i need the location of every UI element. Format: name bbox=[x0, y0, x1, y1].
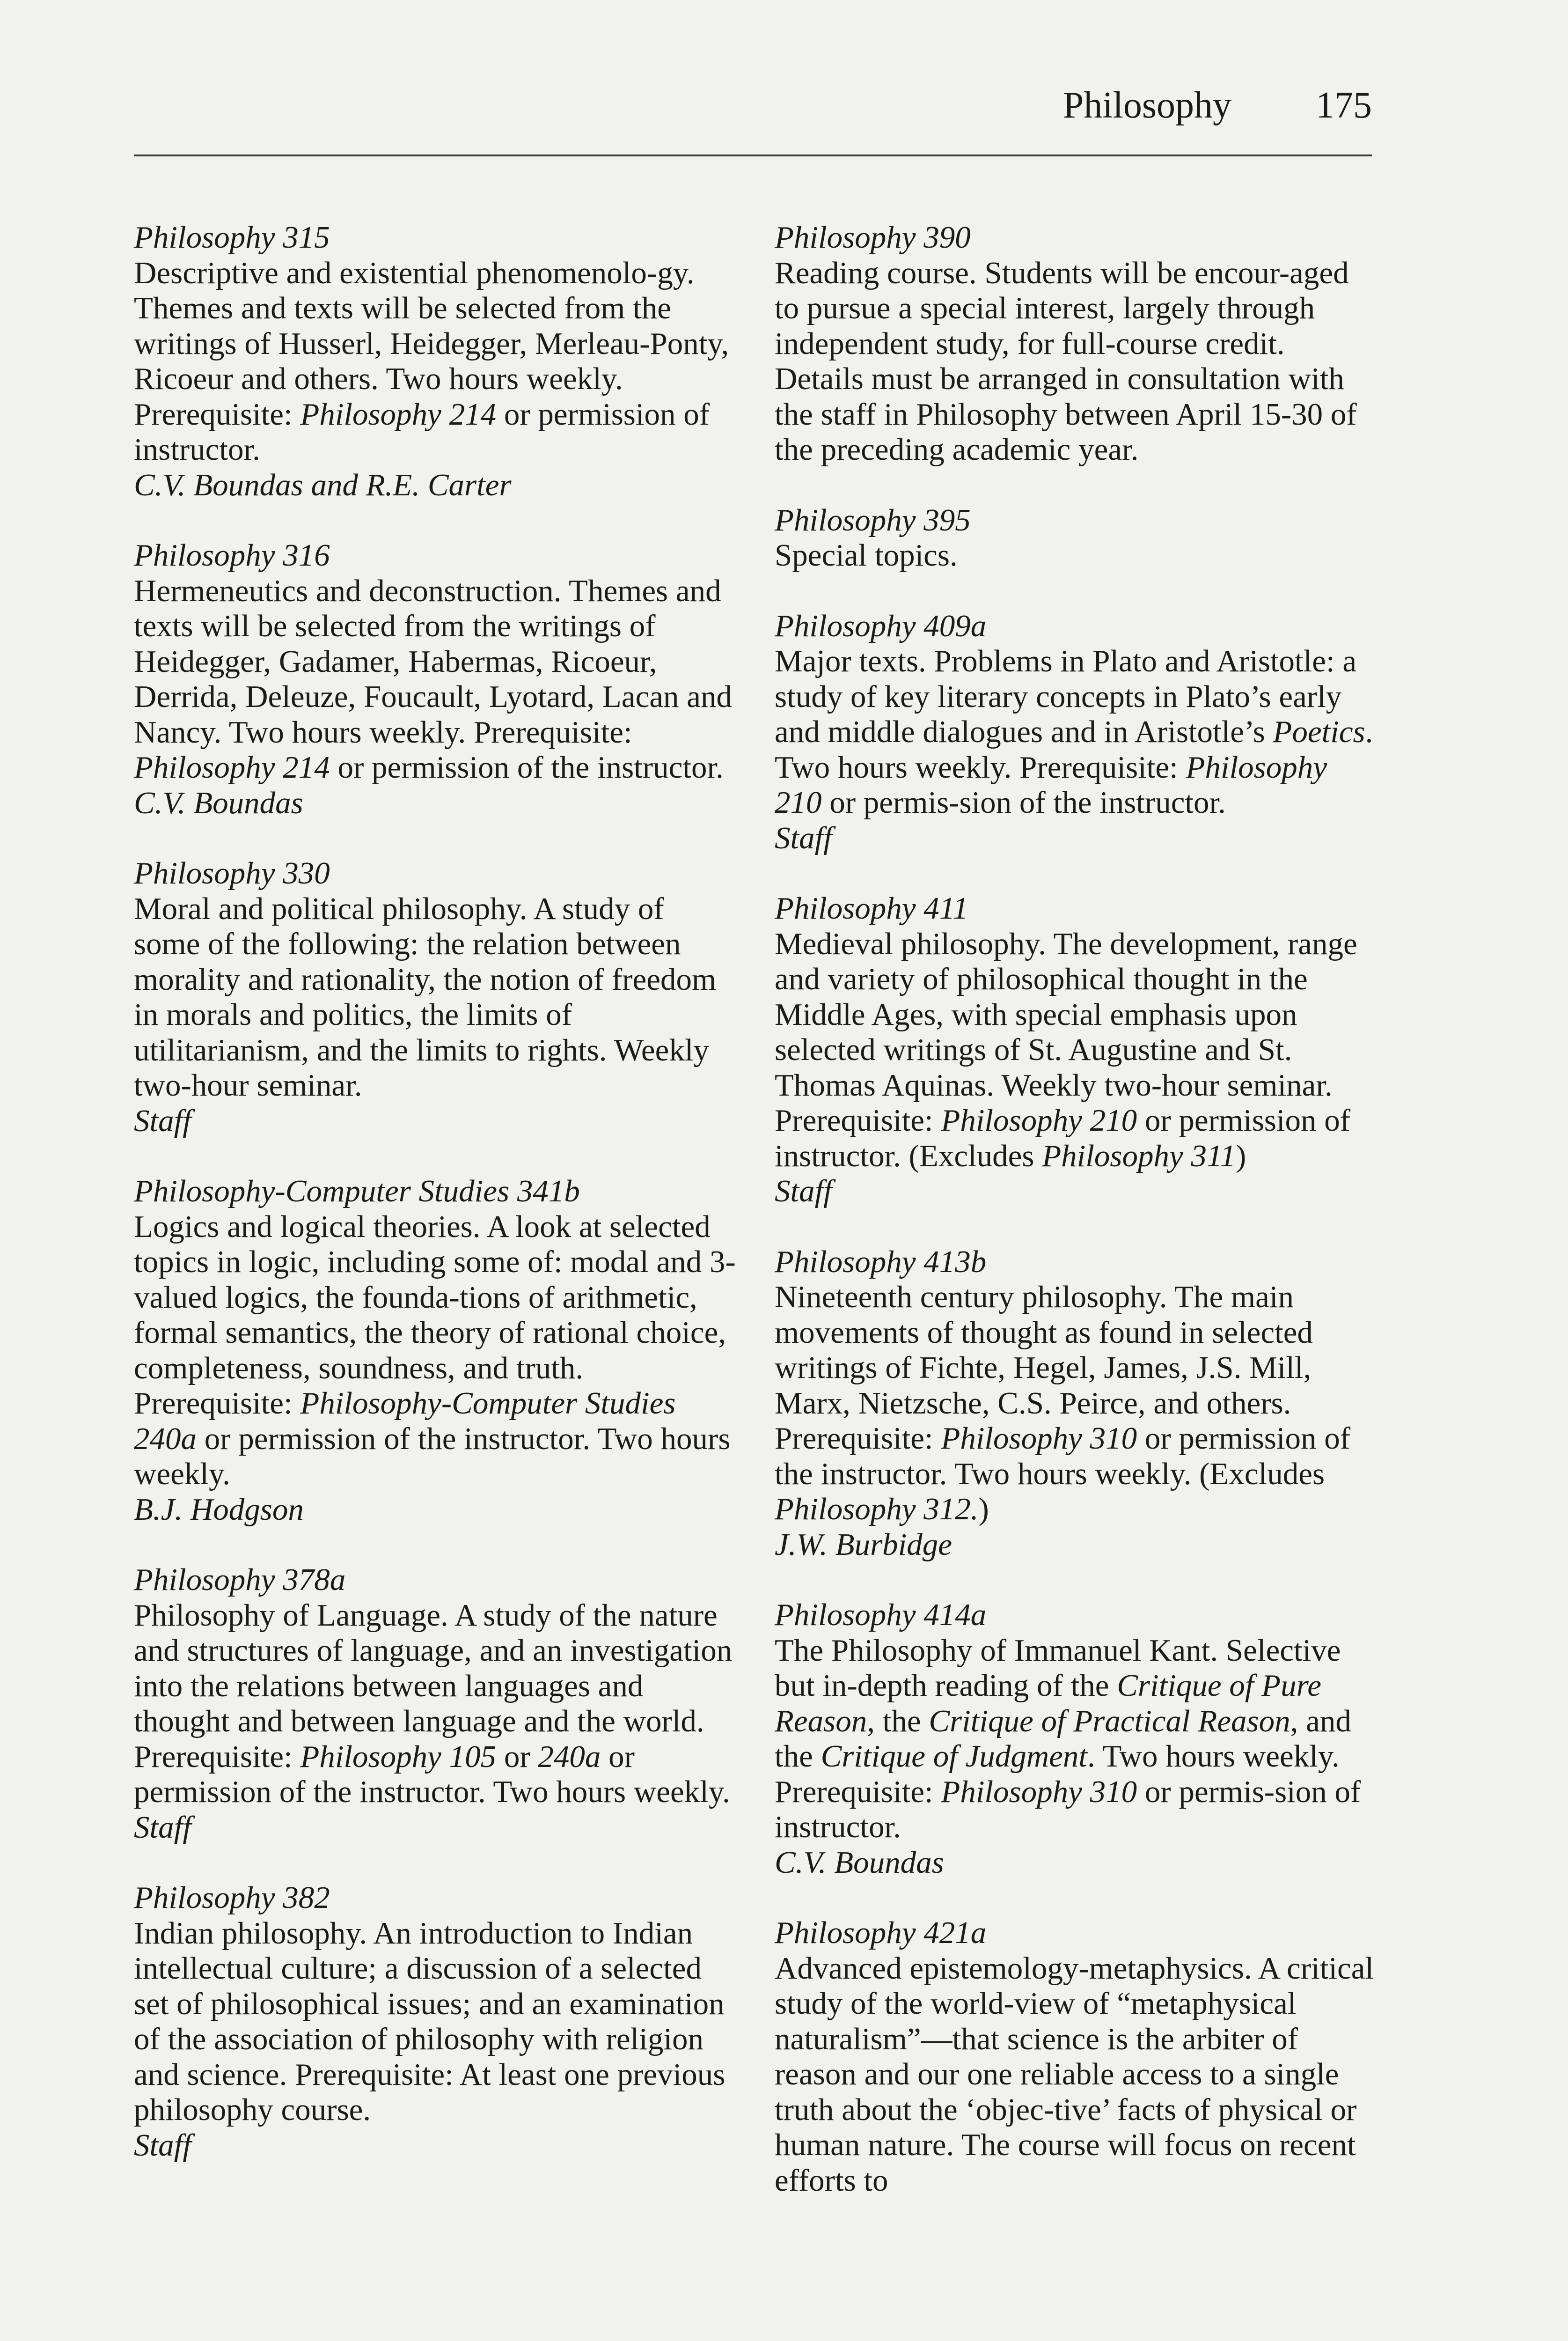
course-instructor: Staff bbox=[134, 2128, 191, 2163]
description-text: or permission of the instructor. Two hours weekly. bbox=[134, 1421, 731, 1491]
description-text: or permis-sion of instructor. bbox=[775, 1774, 1361, 1844]
course-reference: Critique of Pure Reason bbox=[775, 1668, 1321, 1738]
course-description bbox=[134, 256, 738, 468]
page-header bbox=[134, 77, 1372, 128]
course-title: Philosophy 414a bbox=[775, 1597, 987, 1632]
course-title: Philosophy-Computer Studies 341b bbox=[134, 1174, 580, 1208]
course-description bbox=[775, 927, 1378, 1174]
course-title: Philosophy 315 bbox=[134, 220, 330, 255]
description-text: The Philosophy of Immanuel Kant. Selective but in-depth reading of the bbox=[775, 1633, 1341, 1703]
description-text: or permis-sion of the instructor. bbox=[821, 785, 1226, 820]
left-column bbox=[134, 220, 738, 2198]
course-reference: Philosophy 105 bbox=[300, 1739, 497, 1774]
course-reference: Philosophy 214 bbox=[134, 750, 330, 785]
course-description bbox=[134, 891, 738, 1104]
course-entry bbox=[134, 220, 738, 503]
description-text: or bbox=[496, 1739, 538, 1774]
description-text: Major texts. Problems in Plato and Aristotle: a study of key literary concepts in Plato’s early and middle dialogues and in Aristotle’s bbox=[775, 644, 1357, 749]
course-entry bbox=[775, 891, 1378, 1209]
description-text: Philosophy of Language. A study of the nature and structures of language, and an investigation into the relations between languages and thought and between language and the world. Prerequisite: bbox=[134, 1597, 733, 1774]
course-description bbox=[134, 1598, 738, 1810]
course-title: Philosophy 413b bbox=[775, 1244, 987, 1279]
course-title: Philosophy 330 bbox=[134, 856, 330, 891]
course-entry bbox=[134, 538, 738, 821]
page-number: 175 bbox=[1316, 85, 1372, 126]
description-text: Hermeneutics and deconstruction. Themes and texts will be selected from the writings of Heidegger, Gadamer, Habermas, Ricoeur, Derrida, Deleuze, Foucault, Lyotard, Lacan and Nancy. Two hours weekly. Prerequisite: bbox=[134, 573, 733, 750]
course-entry bbox=[134, 1562, 738, 1845]
course-reference: Philosophy 214 bbox=[300, 397, 497, 432]
description-text: Nineteenth century philosophy. The main movements of thought as found in selected writings of Fichte, Hegel, James, J.S. Mill, Marx, Nietzsche, C.S. Peirce, and others. Prerequisite: bbox=[775, 1280, 1313, 1456]
course-reference: 240a bbox=[538, 1739, 601, 1774]
course-instructor: C.V. Boundas and R.E. Carter bbox=[134, 467, 512, 502]
description-text: Advanced epistemology-metaphysics. A critical study of the world-view of “metaphysical naturalism”—that science is the arbiter of reason and our one reliable access to a single truth about the ‘objec-tive’ facts of physical or human nature. The course will focus on recent efforts to bbox=[775, 1951, 1374, 2198]
description-text: Special topics. bbox=[775, 538, 958, 573]
course-title: Philosophy 316 bbox=[134, 538, 330, 573]
description-text: Descriptive and existential phenomenolo-gy. Themes and texts will be selected from the writings of Husserl, Heidegger, Merleau-Ponty, Ricoeur and others. Two hours weekly. Prerequisite: bbox=[134, 255, 729, 432]
course-title: Philosophy 382 bbox=[134, 1880, 330, 1915]
course-description bbox=[134, 1209, 738, 1492]
course-title: Philosophy 409a bbox=[775, 608, 987, 643]
course-instructor: B.J. Hodgson bbox=[134, 1492, 304, 1527]
right-column bbox=[775, 220, 1378, 2233]
course-reference: Critique of Judgment bbox=[821, 1739, 1088, 1774]
description-text: or permission of the instructor. bbox=[330, 750, 724, 785]
course-description bbox=[775, 644, 1378, 821]
description-text: Indian philosophy. An introduction to Indian intellectual culture; a discussion of a selected set of philosophical issues; and an examination of the association of philosophy with religion and science. Prerequisite: At least one previous philosophy course. bbox=[134, 1915, 725, 2127]
description-text: or permission of the instructor. Two hours weekly. bbox=[134, 1739, 730, 1809]
course-entry bbox=[775, 1244, 1378, 1563]
course-description bbox=[775, 1951, 1378, 2199]
description-text: , the bbox=[867, 1703, 929, 1738]
course-instructor: C.V. Boundas bbox=[134, 785, 303, 820]
course-title: Philosophy 395 bbox=[775, 502, 971, 537]
course-reference: Philosophy 210 bbox=[941, 1103, 1137, 1138]
course-description bbox=[775, 1633, 1378, 1845]
description-text: or permission of instructor. (Excludes bbox=[775, 1103, 1351, 1173]
course-instructor: Staff bbox=[134, 1810, 191, 1845]
course-reference: Philosophy 310 bbox=[941, 1421, 1137, 1456]
description-text: Moral and political philosophy. A study of some of the following: the relation between morality and rationality, the notion of freedom in morals and politics, the limits of utilitarianism, and the limits to rights. Weekly two-hour seminar. bbox=[134, 891, 717, 1103]
course-reference: Philosophy 310 bbox=[941, 1774, 1137, 1809]
course-entry bbox=[775, 1915, 1378, 2198]
description-text: or permission of instructor. bbox=[134, 397, 710, 467]
course-title: Philosophy 411 bbox=[775, 891, 968, 926]
course-instructor: Staff bbox=[775, 820, 832, 855]
header-rule bbox=[134, 155, 1372, 156]
course-entry bbox=[134, 1880, 738, 2163]
course-entry bbox=[134, 856, 738, 1139]
course-instructor: Staff bbox=[134, 1103, 191, 1138]
description-text: Reading course. Students will be encour-aged to pursue a special interest, largely through independent study, for full-course credit. Details must be arranged in consultation with the staff in Philosophy between April 15-30 of the preceding academic year. bbox=[775, 255, 1357, 467]
course-title: Philosophy 421a bbox=[775, 1915, 987, 1950]
course-description bbox=[134, 574, 738, 786]
description-text: ) bbox=[1235, 1138, 1246, 1173]
course-description bbox=[134, 1916, 738, 2128]
description-text: . Two hours weekly. Prerequisite: bbox=[775, 714, 1373, 785]
course-reference: Philosophy-Computer Studies 240a bbox=[134, 1386, 676, 1456]
course-title: Philosophy 390 bbox=[775, 220, 971, 255]
course-instructor: J.W. Burbidge bbox=[775, 1527, 953, 1562]
course-description bbox=[775, 256, 1378, 468]
course-description bbox=[775, 538, 1378, 574]
course-reference: Poetics bbox=[1273, 714, 1365, 749]
description-text: ) bbox=[978, 1492, 989, 1526]
course-reference: Philosophy 210 bbox=[775, 750, 1327, 820]
description-text: , and the bbox=[775, 1703, 1351, 1774]
course-reference: Philosophy 312. bbox=[775, 1492, 979, 1526]
description-text: Logics and logical theories. A look at selected topics in logic, including some of: modal and 3-valued logics, the founda-tions of arithmetic, formal semantics, the theory of rational choice, completeness, soundness, and truth. Prerequisite: bbox=[134, 1209, 736, 1421]
description-text: or permission of the instructor. Two hours weekly. (Excludes bbox=[775, 1421, 1351, 1491]
course-description bbox=[775, 1280, 1378, 1527]
course-entry bbox=[775, 220, 1378, 468]
course-instructor: C.V. Boundas bbox=[775, 1845, 944, 1880]
description-text: Medieval philosophy. The development, range and variety of philosophical thought in the Middle Ages, with special emphasis upon selected writings of St. Augustine and St. Thomas Aquinas. Weekly two-hour seminar. Prerequisite: bbox=[775, 926, 1357, 1138]
course-instructor: Staff bbox=[775, 1174, 832, 1208]
course-entry bbox=[775, 1597, 1378, 1880]
course-title: Philosophy 378a bbox=[134, 1562, 346, 1597]
course-reference: Philosophy 311 bbox=[1042, 1138, 1236, 1173]
course-reference: Critique of Practical Reason bbox=[929, 1703, 1290, 1738]
course-entry bbox=[775, 609, 1378, 856]
description-text: . Two hours weekly. Prerequisite: bbox=[775, 1739, 1340, 1809]
course-entry bbox=[134, 1174, 738, 1527]
course-entry bbox=[775, 503, 1378, 574]
section-title: Philosophy bbox=[1062, 85, 1231, 126]
